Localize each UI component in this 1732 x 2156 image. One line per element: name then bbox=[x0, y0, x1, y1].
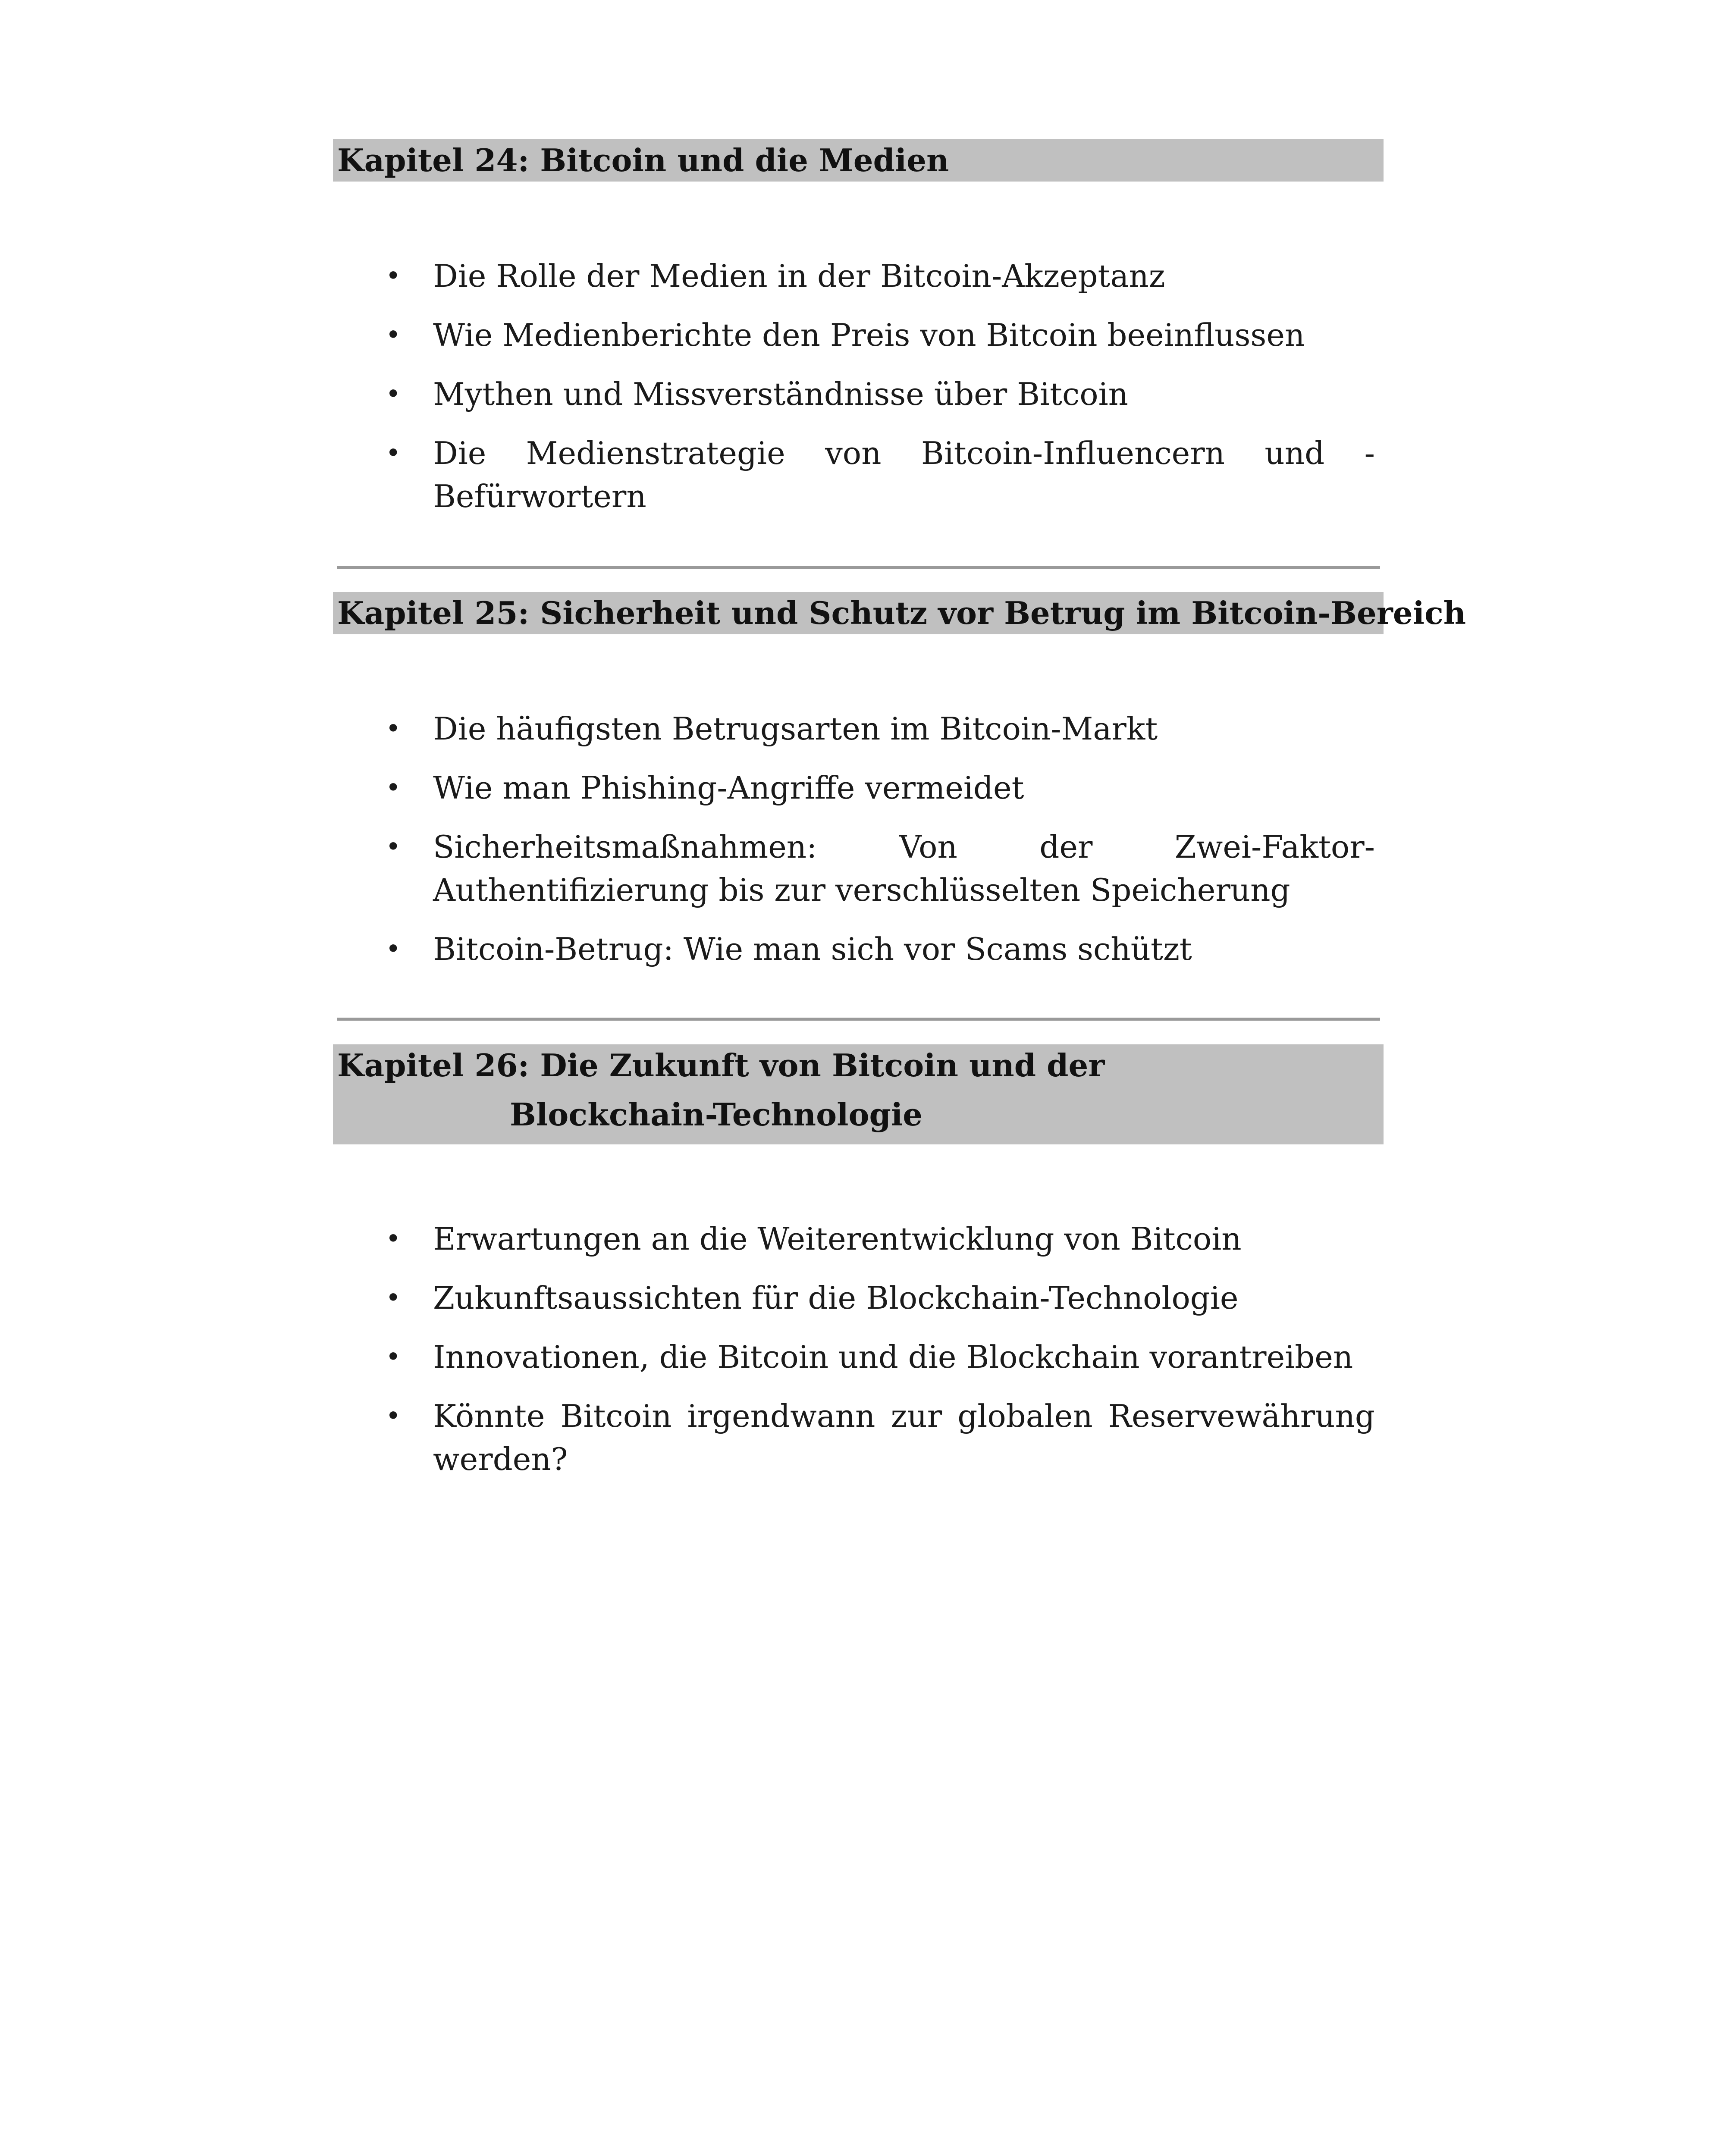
list-item-text: Bitcoin-Betrug: Wie man sich vor Scams schützt bbox=[433, 931, 1192, 967]
list-item bbox=[333, 254, 1384, 298]
list-item bbox=[333, 766, 1384, 809]
list-item bbox=[333, 1217, 1384, 1260]
chapter-heading-text-continued: Blockchain-Technologie bbox=[510, 1096, 923, 1133]
list-item bbox=[333, 432, 1384, 518]
bullet-icon: • bbox=[386, 379, 401, 409]
chapter-26-topic-list bbox=[333, 1217, 1384, 1481]
list-item bbox=[333, 373, 1384, 416]
chapter-heading-text: Kapitel 24: Bitcoin und die Medien bbox=[337, 142, 949, 179]
bullet-icon: • bbox=[386, 714, 401, 744]
list-item-text: Innovationen, die Bitcoin und die Blockchain vorantreiben bbox=[433, 1339, 1353, 1375]
list-item bbox=[333, 825, 1384, 912]
bullet-icon: • bbox=[386, 438, 401, 468]
list-item-text: Die häufigsten Betrugsarten im Bitcoin-Markt bbox=[433, 711, 1158, 747]
list-item-text: Mythen und Missverständnisse über Bitcoin bbox=[433, 376, 1129, 412]
list-item-text: Wie Medienberichte den Preis von Bitcoin beeinflussen bbox=[433, 317, 1305, 353]
chapter-heading-text: Kapitel 25: Sicherheit und Schutz vor Betrug im Bitcoin-Bereich bbox=[337, 595, 1466, 631]
bullet-icon: • bbox=[386, 1342, 401, 1372]
chapter-heading-text: Kapitel 26: Die Zukunft von Bitcoin und der bbox=[337, 1047, 1105, 1084]
bullet-icon: • bbox=[386, 832, 401, 862]
list-item-text: Die Rolle der Medien in der Bitcoin-Akzeptanz bbox=[433, 258, 1165, 294]
chapter-25-heading bbox=[333, 592, 1466, 634]
list-item bbox=[333, 1335, 1384, 1379]
bullet-icon: • bbox=[386, 934, 401, 964]
chapter-24-heading bbox=[333, 139, 1384, 182]
list-item-text: Die Medienstrategie von Bitcoin-Influencern und -Befürwortern bbox=[433, 435, 1375, 514]
bullet-icon: • bbox=[386, 1224, 401, 1254]
list-item bbox=[333, 313, 1384, 357]
list-item-text: Sicherheitsmaßnahmen: Von der Zwei-Faktor-Authentifizierung bis zur verschlüsselten Speicherung bbox=[433, 829, 1375, 908]
list-item-text: Könnte Bitcoin irgendwann zur globalen Reservewährung werden? bbox=[433, 1398, 1375, 1477]
chapter-26-heading bbox=[333, 1044, 1384, 1144]
bullet-icon: • bbox=[386, 261, 401, 291]
list-item-text: Wie man Phishing-Angriffe vermeidet bbox=[433, 770, 1024, 806]
list-item bbox=[333, 1395, 1384, 1481]
bullet-icon: • bbox=[386, 773, 401, 803]
bullet-icon: • bbox=[386, 1283, 401, 1313]
section-divider bbox=[337, 566, 1380, 569]
list-item-text: Erwartungen an die Weiterentwicklung von Bitcoin bbox=[433, 1221, 1242, 1257]
list-item bbox=[333, 1276, 1384, 1319]
list-item-text: Zukunftsaussichten für die Blockchain-Technologie bbox=[433, 1280, 1239, 1316]
bullet-icon: • bbox=[386, 320, 401, 350]
section-divider bbox=[337, 1018, 1380, 1021]
list-item bbox=[333, 707, 1384, 750]
chapter-24-topic-list bbox=[333, 254, 1384, 518]
list-item bbox=[333, 928, 1384, 971]
bullet-icon: • bbox=[386, 1401, 401, 1431]
chapter-25-topic-list bbox=[333, 707, 1384, 971]
